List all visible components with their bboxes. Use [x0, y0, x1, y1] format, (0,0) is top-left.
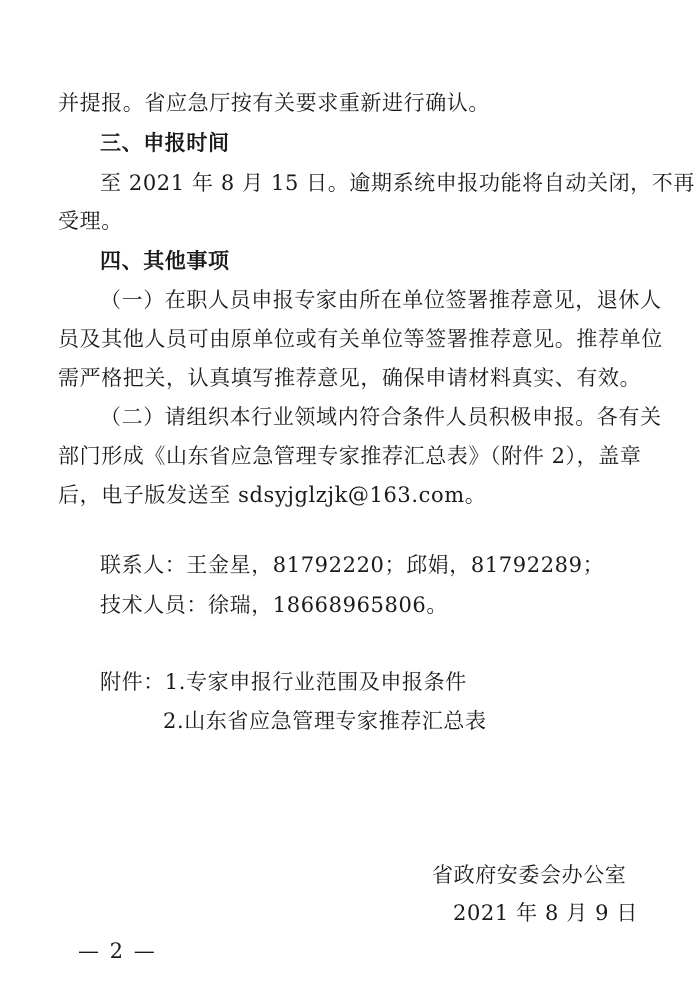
paragraph-line: 员及其他人员可由原单位或有关单位等签署推荐意见。推荐单位 — [58, 327, 663, 351]
attachment-line: 附件：1.专家申报行业范围及申报条件 — [100, 670, 467, 694]
contact-line: 联系人：王金星，81792220；邱娟，81792289； — [100, 553, 605, 577]
section-heading-3: 三、申报时间 — [100, 131, 230, 155]
paragraph-line: （一）在职人员申报专家由所在单位签署推荐意见，退休人 — [100, 288, 662, 312]
paragraph-line: 部门形成《山东省应急管理专家推荐汇总表》（附件 2），盖章 — [58, 444, 642, 468]
signature-date: 2021 年 8 月 9 日 — [453, 901, 638, 925]
signature-org: 省政府安委会办公室 — [432, 863, 627, 887]
contact-line: 技术人员：徐瑞，18668965806。 — [100, 593, 448, 617]
paragraph-line: 需严格把关，认真填写推荐意见，确保申请材料真实、有效。 — [58, 366, 642, 390]
paragraph-line: 后，电子版发送至 sdsyjglzjk@163.com。 — [58, 483, 487, 507]
paragraph-line: 受理。 — [58, 209, 123, 233]
page-number: — 2 — — [78, 939, 157, 963]
attachment-line: 2.山东省应急管理专家推荐汇总表 — [163, 709, 487, 733]
paragraph-line: （二）请组织本行业领域内符合条件人员积极申报。各有关 — [100, 405, 662, 429]
paragraph-line: 并提报。省应急厅按有关要求重新进行确认。 — [58, 91, 490, 115]
section-heading-4: 四、其他事项 — [100, 249, 230, 273]
paragraph-line: 至 2021 年 8 月 15 日。逾期系统申报功能将自动关闭，不再 — [100, 171, 695, 195]
